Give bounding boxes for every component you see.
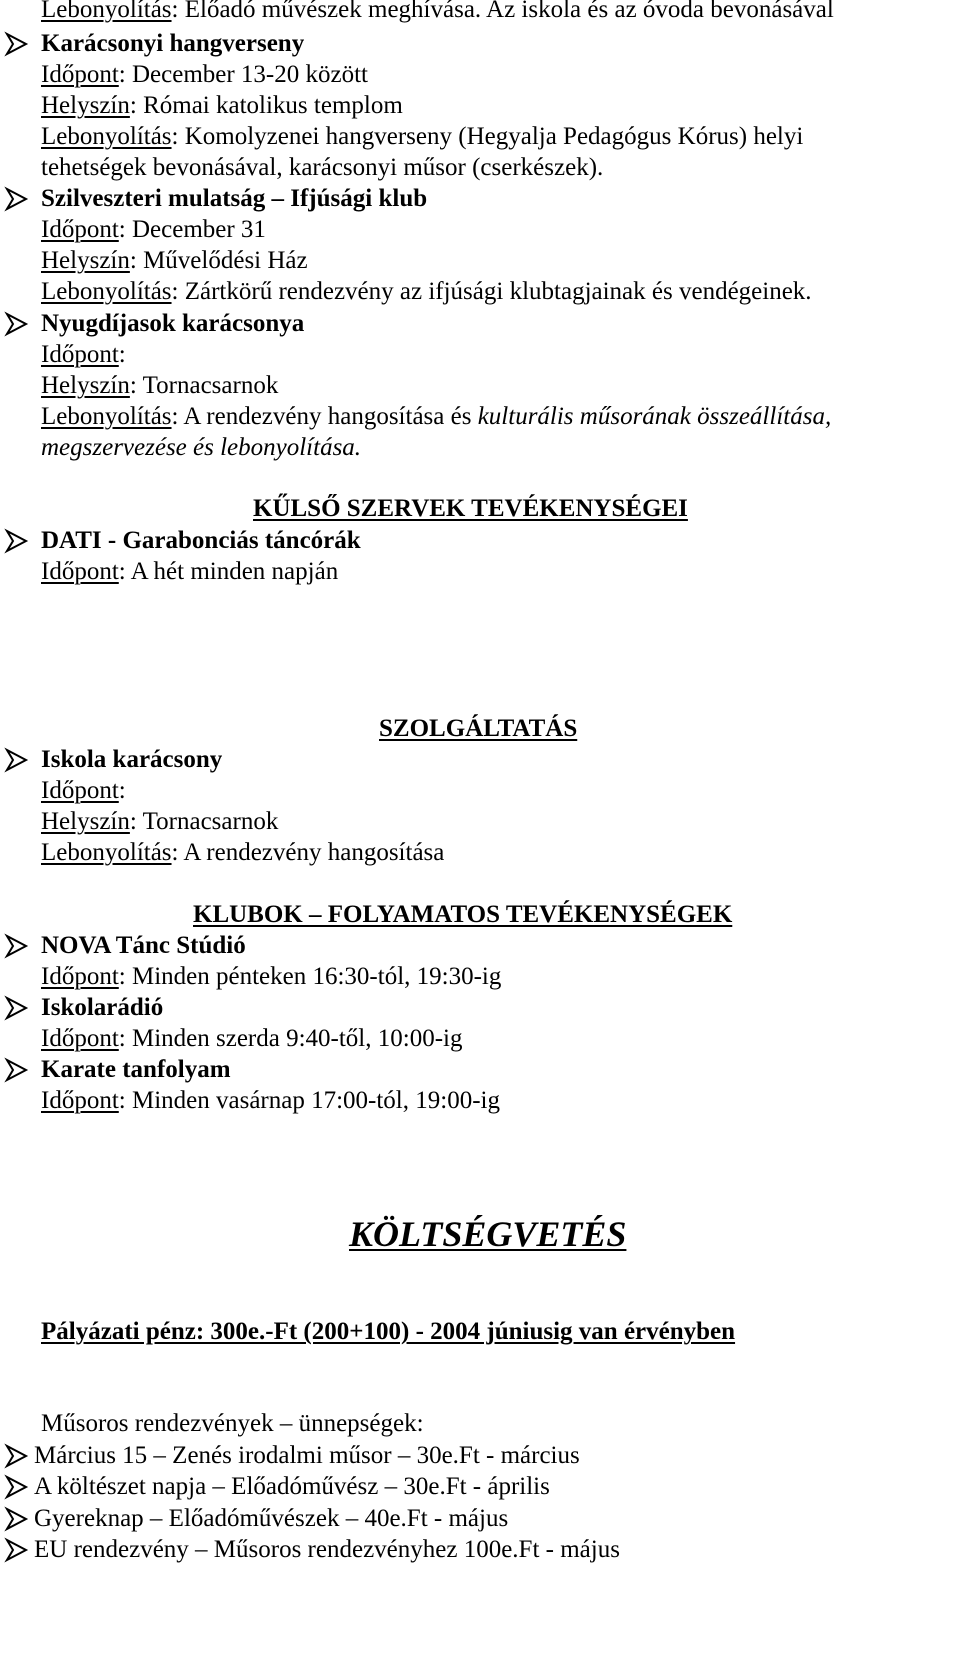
club-title: Iskolarádió	[41, 994, 164, 1021]
org-label: Lebonyolítás	[41, 403, 172, 430]
event-title: Szilveszteri mulatság – Ifjúsági klub	[41, 185, 428, 212]
org-label: Lebonyolítás	[41, 123, 172, 150]
budget-item: EU rendezvény – Műsoros rendezvényhez 100e.Ft - május	[34, 1536, 620, 1563]
org-value: : A rendezvény hangosítása és	[171, 403, 478, 430]
section-heading: SZOLGÁLTATÁS	[379, 715, 578, 742]
event-org	[41, 122, 803, 152]
club-title: Karate tanfolyam	[41, 1056, 231, 1083]
programs-label: Műsoros rendezvények – ünnepségek:	[41, 1410, 424, 1437]
time-label: Időpont	[41, 341, 119, 368]
event-org-cont: megszervezése és lebonyolítása.	[41, 434, 362, 461]
time-label: Időpont	[41, 216, 119, 243]
arrow-bullet-icon	[4, 527, 34, 557]
budget-item: Március 15 – Zenés irodalmi műsor – 30e.Ft - március	[34, 1442, 580, 1469]
event-title: DATI - Garabonciás táncórák	[41, 527, 361, 554]
arrow-bullet-icon	[4, 1536, 34, 1566]
event-title: Karácsonyi hangverseny	[41, 30, 305, 57]
time-label: Időpont	[41, 1087, 119, 1114]
event-time	[41, 776, 126, 806]
event-place	[41, 91, 403, 121]
arrow-bullet-icon	[4, 310, 34, 340]
arrow-bullet-icon	[4, 994, 34, 1024]
place-label: Helyszín	[41, 372, 130, 399]
arrow-bullet-icon	[4, 1056, 34, 1086]
event-org-cont: tehetségek bevonásával, karácsonyi műsor (cserkészek).	[41, 154, 604, 181]
place-label: Helyszín	[41, 808, 130, 835]
place-value: : Művelődési Ház	[129, 247, 308, 274]
time-value: : Minden pénteken 16:30-tól, 19:30-ig	[118, 963, 502, 990]
club-title: NOVA Tánc Stúdió	[41, 932, 246, 959]
club-time	[41, 1086, 500, 1116]
time-value: : December 31	[118, 216, 266, 243]
time-value: : A hét minden napján	[118, 558, 339, 585]
event-time	[41, 60, 368, 90]
event-time	[41, 215, 266, 245]
place-value: : Római katolikus templom	[129, 92, 403, 119]
org-text: : Előadó művészek meghívása. Az iskola és az óvoda bevonásával	[171, 0, 834, 23]
org-value: : A rendezvény hangosítása	[171, 839, 445, 866]
budget-item: A költészet napja – Előadóművész – 30e.Ft - április	[34, 1473, 550, 1500]
budget-heading: KÖLTSÉGVETÉS	[349, 1214, 627, 1254]
time-value: : December 13-20 között	[118, 61, 368, 88]
event-org	[41, 402, 831, 432]
arrow-bullet-icon	[4, 746, 34, 776]
arrow-bullet-icon	[4, 1473, 34, 1503]
time-value: :	[118, 777, 126, 804]
org-italic: kulturális műsorának összeállítása,	[477, 403, 832, 430]
event-org	[41, 277, 812, 307]
time-value: :	[118, 341, 126, 368]
time-value: : Minden szerda 9:40-től, 10:00-ig	[118, 1025, 463, 1052]
grant-line: Pályázati pénz: 300e.-Ft (200+100) - 2004 júniusig van érvényben	[41, 1318, 736, 1345]
time-label: Időpont	[41, 61, 119, 88]
org-value: : Zártkörű rendezvény az ifjúsági klubtagjainak és vendégeinek.	[171, 278, 812, 305]
time-label: Időpont	[41, 777, 119, 804]
section-heading: KŰLSŐ SZERVEK TEVÉKENYSÉGEI	[253, 495, 688, 522]
event-org	[41, 838, 444, 868]
time-label: Időpont	[41, 558, 119, 585]
club-time	[41, 962, 501, 992]
arrow-bullet-icon	[4, 1505, 34, 1535]
org-label: Lebonyolítás	[41, 0, 172, 23]
time-label: Időpont	[41, 963, 119, 990]
arrow-bullet-icon	[4, 1442, 34, 1472]
arrow-bullet-icon	[4, 932, 34, 962]
place-value: : Tornacsarnok	[129, 372, 279, 399]
event-title: Iskola karácsony	[41, 746, 223, 773]
intro-line	[41, 0, 834, 25]
event-time	[41, 340, 126, 370]
org-value: : Komolyzenei hangverseny (Hegyalja Pedagógus Kórus) helyi	[171, 123, 804, 150]
event-place	[41, 246, 308, 276]
place-value: : Tornacsarnok	[129, 808, 279, 835]
time-label: Időpont	[41, 1025, 119, 1052]
event-place	[41, 371, 278, 401]
org-label: Lebonyolítás	[41, 278, 172, 305]
section-heading: KLUBOK – FOLYAMATOS TEVÉKENYSÉGEK	[193, 901, 733, 928]
place-label: Helyszín	[41, 247, 130, 274]
event-place	[41, 807, 278, 837]
time-value: : Minden vasárnap 17:00-tól, 19:00-ig	[118, 1087, 500, 1114]
event-time	[41, 557, 338, 587]
arrow-bullet-icon	[4, 30, 34, 60]
org-label: Lebonyolítás	[41, 839, 172, 866]
event-title: Nyugdíjasok karácsonya	[41, 310, 305, 337]
arrow-bullet-icon	[4, 185, 34, 215]
club-time	[41, 1024, 462, 1054]
place-label: Helyszín	[41, 92, 130, 119]
budget-item: Gyereknap – Előadóművészek – 40e.Ft - május	[34, 1505, 509, 1532]
